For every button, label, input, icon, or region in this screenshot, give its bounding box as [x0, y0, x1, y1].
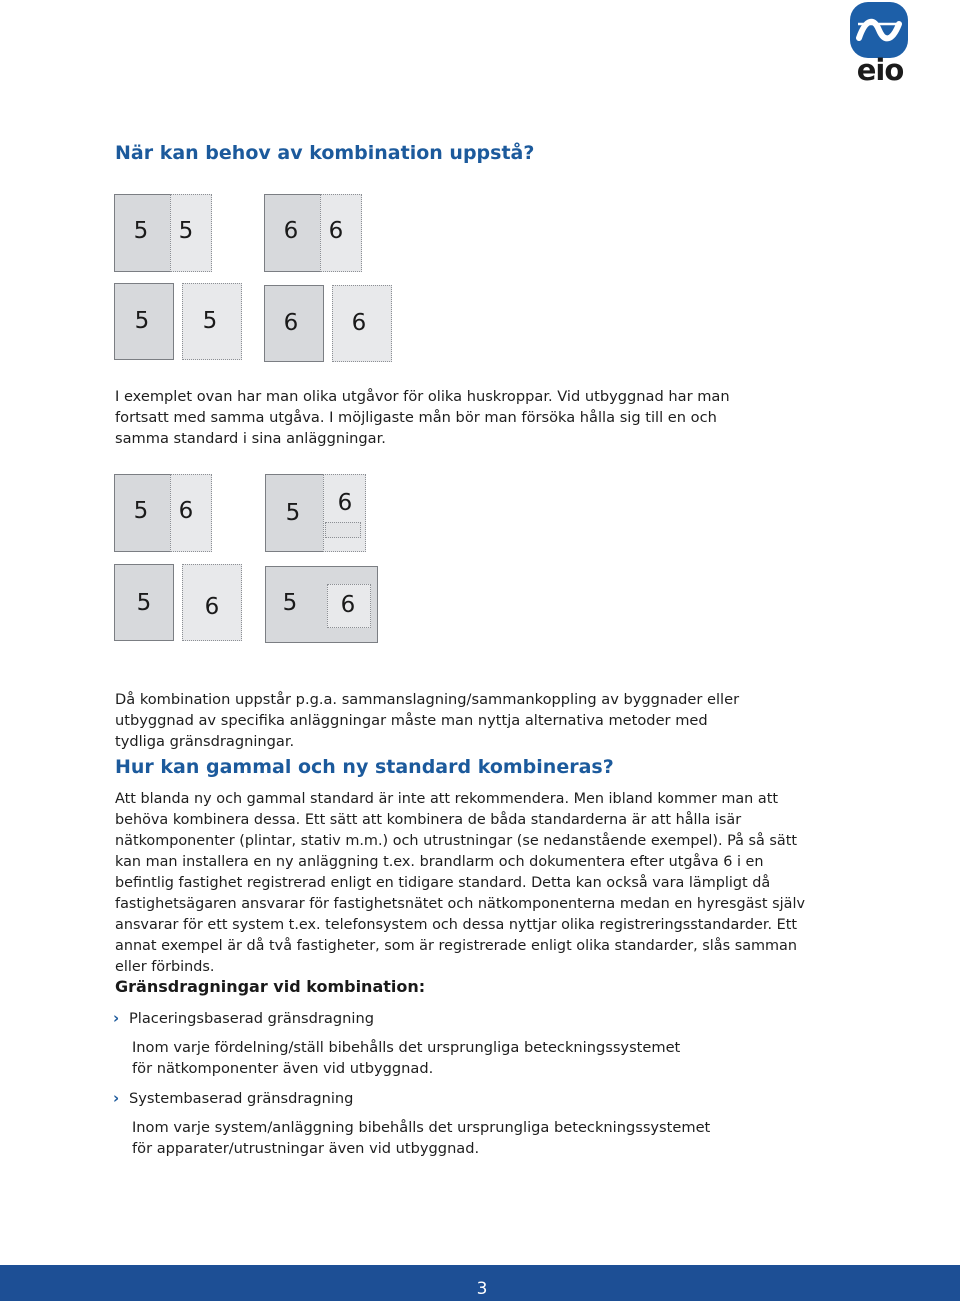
diagram-digit: 5	[134, 308, 150, 334]
diagram-digit: 5	[133, 218, 149, 244]
diagram-digit: 5	[178, 218, 194, 244]
diagram-digit: 5	[133, 498, 149, 524]
diagram-digit: 6	[204, 594, 220, 620]
diagram-digit: 6	[283, 310, 299, 336]
chevron-right-icon: ›	[113, 1089, 120, 1107]
bullet-item	[113, 1009, 374, 1027]
paragraph-2: Då kombination uppstår p.g.a. sammanslagning/sammankoppling av byggnader eller utbyggnad av specifika anläggningar måste man nyttja alternativa metoder med tydliga gränsdragningar.	[115, 691, 740, 750]
diagram-digit: 5	[285, 500, 301, 526]
diagram-bar	[325, 522, 361, 538]
logo-badge	[850, 2, 908, 58]
section-heading-3: Gränsdragningar vid kombination:	[115, 977, 426, 996]
diagram-digit: 5	[136, 590, 152, 616]
eio-logo	[850, 2, 910, 86]
diagram-digit: 6	[328, 218, 344, 244]
wave-icon	[850, 2, 908, 58]
bullet-text	[132, 1117, 732, 1159]
diagram-digit: 6	[340, 592, 356, 618]
diagram-digit: 6	[337, 490, 353, 516]
chevron-right-icon: ›	[113, 1009, 120, 1027]
section-heading-2: Hur kan gammal och ny standard kombineras?	[115, 756, 614, 778]
bullet-text-line: för nätkomponenter även vid utbyggnad.	[132, 1060, 434, 1077]
section-heading-1: När kan behov av kombination uppstå?	[115, 142, 535, 164]
paragraph-3: Att blanda ny och gammal standard är inte att rekommendera. Men ibland kommer man att behöva kombinera dessa. Ett sätt att kombinera de båda standarderna är att hålla isär nätkomponenter (plintar, stativ m.m.) och utrustningar (se nedanstående exempel). På så sätt kan man installera en ny anläggning t.ex. brandlarm och dokumentera efter utgåva 6 i en befintlig fastighet registrerad enligt en tidigare standard. Detta kan också vara lämpligt då fastighetsägaren ansvarar för fastighetsnätet och nätkomponenterna medan en hyresgäst själv ansvarar för ett system t.ex. telefonsystem och dessa nyttjar olika registreringsstandarder. Ett annat exempel är då två fastigheter, som är registrerade enligt olika standarder, slås samman eller förbinds.	[115, 791, 805, 975]
bullet-title: Placeringsbaserad gränsdragning	[129, 1010, 374, 1027]
bullet-text-line: för apparater/utrustningar även vid utbyggnad.	[132, 1140, 480, 1157]
page-number: 3	[476, 1279, 488, 1299]
diagram-digit: 5	[202, 308, 218, 334]
logo-text: eio	[856, 53, 904, 87]
diagram-digit: 6	[178, 498, 194, 524]
paragraph-1: I exemplet ovan har man olika utgåvor för olika huskroppar. Vid utbyggnad har man fortsatt med samma utgåva. I möjligaste mån bör man försöka hålla sig till en och samma standard i sina anläggningar.	[115, 388, 730, 447]
bullet-text	[132, 1037, 732, 1079]
diagram-digit: 5	[282, 590, 298, 616]
bullet-item	[113, 1089, 353, 1107]
diagram-digit: 6	[351, 310, 367, 336]
bullet-title: Systembaserad gränsdragning	[129, 1090, 354, 1107]
bullet-text-line: Inom varje system/anläggning bibehålls det ursprungliga beteckningssystemet	[132, 1119, 711, 1136]
diagram-digit: 6	[283, 218, 299, 244]
bullet-text-line: Inom varje fördelning/ställ bibehålls det ursprungliga beteckningssystemet	[132, 1039, 681, 1056]
